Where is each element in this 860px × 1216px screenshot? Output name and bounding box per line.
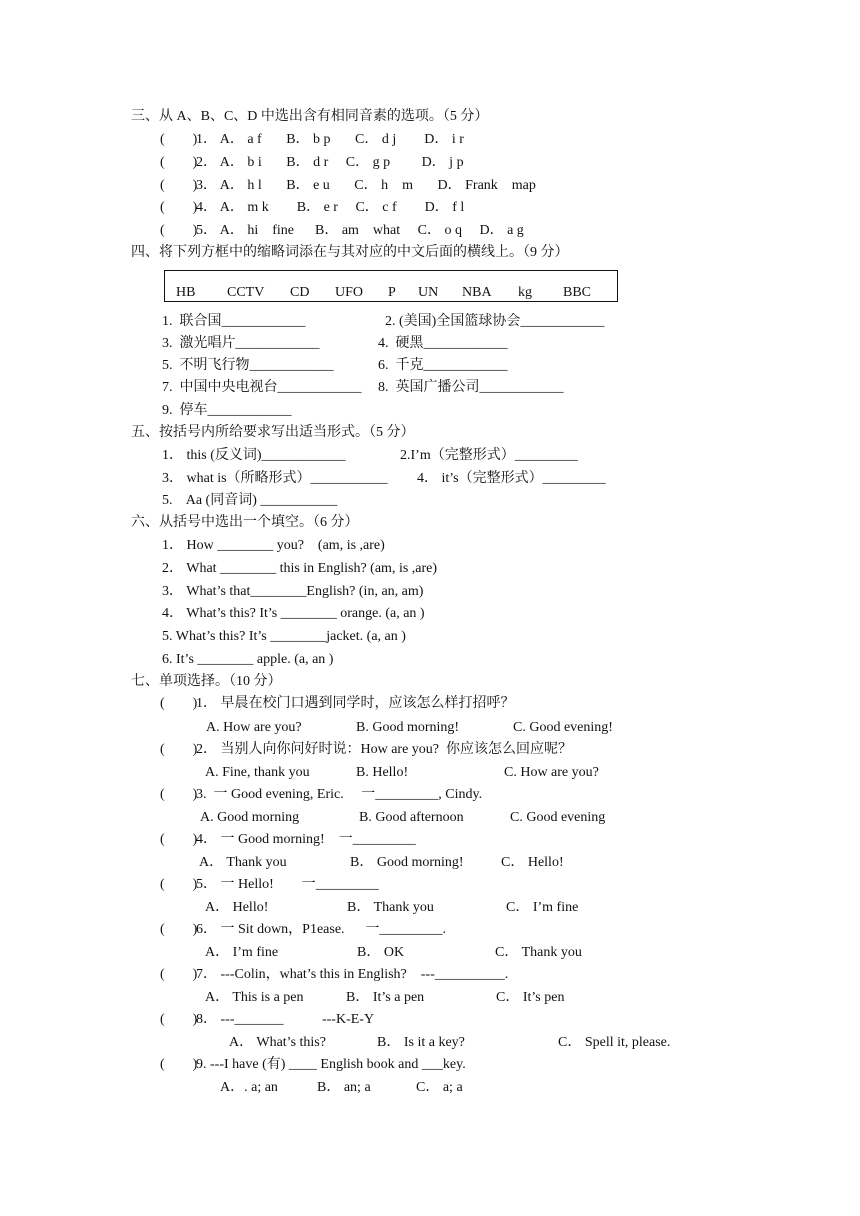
s7-q6-option-c: C． Thank you [495, 945, 582, 960]
s3-q4-text: 4． A． m k B． e r C． c f D． f l [196, 200, 465, 215]
s5-item-5: 5. Aa (同音词) ___________ [162, 493, 338, 508]
section-4-title: 四、将下列方框中的缩略词添在与其对应的中文后面的横线上。（9 分） [131, 245, 569, 260]
s7-q8-text: 8． ---_______ ---K-E-Y [196, 1012, 375, 1027]
s3-q5-text: 5． A． hi fine B． am what C． o q D． a g [196, 223, 524, 238]
abbrev-ufo: UFO [335, 285, 364, 300]
s3-q5-paren: ( ) [160, 223, 198, 238]
s7-q7-option-c: C． It’s pen [496, 990, 565, 1005]
abbrev-p: P [388, 285, 396, 300]
s7-q3-option-a: A. Good morning [200, 810, 300, 825]
s7-q3-option-b: B. Good afternoon [359, 810, 464, 825]
s7-q1-paren: ( ) [160, 696, 198, 711]
s7-q9-text: 9. ---I have (有) ____ English book and ___key. [196, 1057, 466, 1072]
s3-q2-paren: ( ) [160, 155, 198, 170]
s3-q4-paren: ( ) [160, 200, 198, 215]
s7-q4-option-a: A． Thank you [199, 855, 287, 870]
s7-q3-text: 3. 一 Good evening, Eric. 一_________, Cindy. [196, 787, 483, 802]
s7-q8-option-b: B． Is it a key? [377, 1035, 465, 1050]
abbrev-kg: kg [518, 285, 532, 300]
s7-q8-option-c: C． Spell it, please. [558, 1035, 671, 1050]
s7-q7-option-a: A． This is a pen [205, 990, 304, 1005]
s4-item-2: 2. (美国)全国篮球协会____________ [385, 314, 605, 329]
s6-item-5: 5. What’s this? It’s ________jacket. (a, an ) [162, 629, 406, 644]
s5-item-4: 4． it’s（完整形式）_________ [417, 471, 606, 486]
s7-q5-option-a: A． Hello! [205, 900, 269, 915]
s7-q9-option-a: A．. a; an [220, 1080, 278, 1095]
s7-q2-paren: ( ) [160, 742, 198, 757]
s3-q3-paren: ( ) [160, 178, 198, 193]
s3-q2-text: 2． A． b i B． d r C． g p D． j p [196, 155, 464, 170]
s5-item-3: 3． what is（所略形式）___________ [162, 471, 388, 486]
abbrev-cd: CD [290, 285, 310, 300]
s4-item-4: 4. 硬黑____________ [378, 336, 508, 351]
s7-q7-text: 7． ---Colin，what’s this in English? ---__________. [196, 967, 509, 982]
s7-q3-option-c: C. Good evening [510, 810, 606, 825]
s7-q6-option-b: B． OK [357, 945, 405, 960]
s7-q1-text: 1． 早晨在校门口遇到同学时，应该怎么样打招呼？ [196, 696, 515, 711]
s7-q4-paren: ( ) [160, 832, 198, 847]
s7-q5-paren: ( ) [160, 877, 198, 892]
s6-item-2: 2． What ________ this in English? (am, is ,are) [162, 561, 438, 576]
s4-item-8: 8. 英国广播公司____________ [378, 380, 564, 395]
s7-q9-option-c: C． a; a [416, 1080, 463, 1095]
section-3-title: 三、从 A、B、C、D 中选出含有相同音素的选项。（5 分） [131, 109, 489, 124]
abbrev-bbc: BBC [563, 285, 592, 300]
s7-q6-text: 6． 一 Sit down，P1ease. 一_________. [196, 922, 447, 937]
s7-q9-paren: ( ) [160, 1057, 198, 1072]
s6-item-6: 6. It’s ________ apple. (a, an ) [162, 652, 334, 667]
s7-q8-paren: ( ) [160, 1012, 198, 1027]
s7-q3-paren: ( ) [160, 787, 198, 802]
s7-q7-option-b: B． It’s a pen [346, 990, 425, 1005]
s7-q5-text: 5． 一 Hello! 一_________ [196, 877, 379, 892]
abbrev-un: UN [418, 285, 439, 300]
s4-item-1: 1. 联合国____________ [162, 314, 306, 329]
abbrev-nba: NBA [462, 285, 492, 300]
s5-item-1: 1． this (反义词)____________ [162, 448, 346, 463]
s7-q5-option-c: C． I’m fine [506, 900, 579, 915]
s3-q1-paren: ( ) [160, 132, 198, 147]
s7-q2-option-a: A. Fine, thank you [205, 765, 310, 780]
section-6-title: 六、从括号中选出一个填空。（6 分） [131, 515, 359, 530]
abbrev-cctv: CCTV [227, 285, 265, 300]
s7-q2-text: 2． 当别人向你问好时说：How are you? 你应该怎么回应呢？ [196, 742, 573, 757]
s7-q8-option-a: A． What’s this? [229, 1035, 326, 1050]
s3-q3-text: 3． A． h l B． e u C． h m D． Frank map [196, 178, 536, 193]
section-7-title: 七、单项选择。（10 分） [131, 674, 282, 689]
s7-q6-option-a: A． I’m fine [205, 945, 279, 960]
s7-q2-option-b: B. Hello! [356, 765, 409, 780]
s6-item-3: 3． What’s that________English? (in, an, am) [162, 584, 424, 599]
s7-q4-option-b: B． Good morning! [350, 855, 464, 870]
s7-q4-text: 4． 一 Good morning! 一_________ [196, 832, 416, 847]
s6-item-4: 4． What’s this? It’s ________ orange. (a, an ) [162, 606, 425, 621]
s7-q5-option-b: B． Thank you [347, 900, 434, 915]
section-5-title: 五、按括号内所给要求写出适当形式。（5 分） [131, 425, 415, 440]
s4-item-6: 6. 千克____________ [378, 358, 508, 373]
s3-q1-text: 1． A． a f B． b p C． d j D． i r [196, 132, 464, 147]
s7-q7-paren: ( ) [160, 967, 198, 982]
abbrev-hb: HB [176, 285, 196, 300]
s7-q1-option-b: B. Good morning! [356, 720, 460, 735]
s7-q6-paren: ( ) [160, 922, 198, 937]
s7-q1-option-a: A. How are you? [206, 720, 302, 735]
s7-q9-option-b: B． an; a [317, 1080, 371, 1095]
s5-item-2: 2.I’m（完整形式）_________ [400, 448, 578, 463]
s4-item-5: 5. 不明飞行物____________ [162, 358, 334, 373]
s6-item-1: 1． How ________ you? (am, is ,are) [162, 538, 385, 553]
s4-item-3: 3. 激光唱片____________ [162, 336, 320, 351]
s7-q2-option-c: C. How are you? [504, 765, 599, 780]
s7-q1-option-c: C. Good evening! [513, 720, 613, 735]
s4-item-9: 9. 停车____________ [162, 403, 292, 418]
s7-q4-option-c: C． Hello! [501, 855, 564, 870]
s4-item-7: 7. 中国中央电视台____________ [162, 380, 362, 395]
